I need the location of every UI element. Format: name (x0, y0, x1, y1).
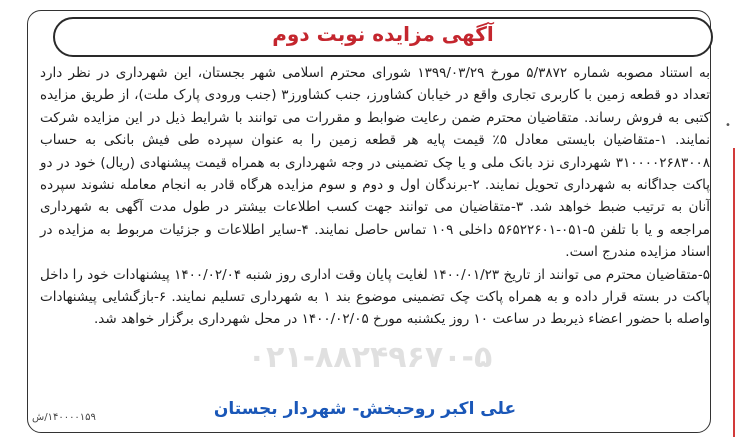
notice-title: آگهی مزایده نوبت دوم (272, 22, 494, 46)
margin-mark: • (725, 120, 731, 131)
notice-paragraph-2: ۵-متقاضیان محترم می توانند از تاریخ ۱۴۰۰/۰۱/۲۳ لغایت پایان وقت اداری روز شنبه ۱۴۰۰/۰۲/۰۴ پیشنهادات خود را داخل پاکت در بسته قرار داده و به همراه پاکت چک تضمینی موضوع بند ۱ به شهرداری تسلیم نمایند. ۶-بازگشایی پیشنهادات واصله با حضور اعضاء ذیربط در ساعت ۱۰ روز یکشنبه مورخ ۱۴۰۰/۰۲/۰۵ در محل شهرداری برگزار خواهد شد. (40, 266, 711, 328)
notice-paragraph-1: به استناد مصوبه شماره ۵/۳۸۷۲ مورخ ۱۳۹۹/۰۳/۲۹ شورای محترم اسلامی شهر بجستان، این شهرداری در نظر دارد تعداد دو قطعه زمین با کاربری تجاری واقع در خیابان کشاورز، جنب کشاورز۳ (جنب ورودی پارک ملت)، از طریق مزایده کتبی به فروش رساند. متقاضیان محترم ضمن رعایت ضوابط و مقررات می توانند با شرایط ذیل در این مزایده شرکت نمایند. ۱-متقاضیان بایستی معادل ۵٪ قیمت پایه هر قطعه زمین را به عنوان سپرده طی فیش بانکی به حساب ۳۱۰۰۰۰۲۶۸۳۰۰۸ شهرداری نزد بانک ملی و یا چک تضمینی در وجه شهرداری به همراه قیمت پیشنهادی (ریال) خود در دو پاکت جداگانه به شهرداری تحویل نمایند. ۲-برندگان اول و دوم و سوم مزایده هرگاه قادر به انجام معامله نشوند سپرده آنان به ترتیب ضبط خواهد شد. ۳-متقاضیان می توانند جهت کسب اطلاعات بیشتر در طول مدت آگهی به شهرداری مراجعه و یا با تلفن ۵-۰۵۱-۵۶۵۲۲۶۰۱ داخلی ۱۰۹ تماس حاصل نمایند. ۴-سایر اطلاعات و جزئیات مربوط به مزایده در اسناد مزایده مندرج است. (40, 65, 711, 261)
signature-line: علی اکبر روحبخش- شهردار بجستان (213, 399, 517, 419)
notice-body (40, 62, 710, 331)
ad-reference-code: ۱۴۰۰۰۰۱۵۹/ش (32, 412, 96, 423)
